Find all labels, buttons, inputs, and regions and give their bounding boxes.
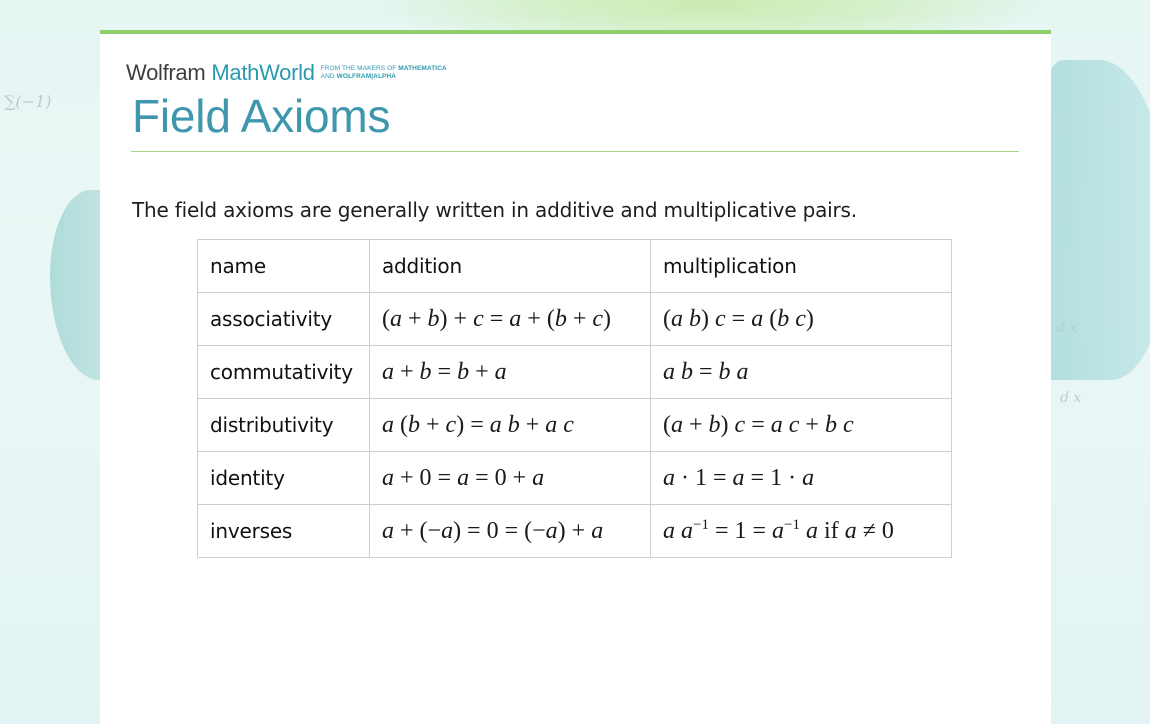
page-title: Field Axioms xyxy=(132,90,391,142)
title-divider xyxy=(131,151,1019,152)
table-header-row xyxy=(198,240,952,293)
table-row xyxy=(198,505,952,558)
background-math-glyph: ∑(−1) xyxy=(4,92,52,111)
addition-formula-cell: a (b + c) = a b + a c xyxy=(370,399,651,452)
table-row xyxy=(198,399,952,452)
table-row xyxy=(198,452,952,505)
axiom-name-cell: distributivity xyxy=(198,399,370,452)
logo-tagline-prefix-2: AND xyxy=(320,73,335,80)
multiplication-formula-cell: a · 1 = a = 1 · a xyxy=(651,452,952,505)
logo-mathworld-text: MathWorld xyxy=(211,60,315,85)
axiom-name-cell: inverses xyxy=(198,505,370,558)
axiom-name-cell: commutativity xyxy=(198,346,370,399)
axiom-name-cell: associativity xyxy=(198,293,370,346)
column-header-name: name xyxy=(198,240,370,293)
table-row xyxy=(198,346,952,399)
column-header-addition: addition xyxy=(370,240,651,293)
background-math-glyph: d x xyxy=(1056,320,1078,336)
addition-formula-cell: a + 0 = a = 0 + a xyxy=(370,452,651,505)
logo-tagline-bold-2: WOLFRAM|ALPHA xyxy=(336,73,397,80)
addition-formula-cell: a + (−a) = 0 = (−a) + a xyxy=(370,505,651,558)
column-header-multiplication: multiplication xyxy=(651,240,952,293)
multiplication-formula-cell: (a + b) c = a c + b c xyxy=(651,399,952,452)
logo-tagline xyxy=(321,65,447,81)
addition-formula-cell: (a + b) + c = a + (b + c) xyxy=(370,293,651,346)
logo-wolfram-text: Wolfram xyxy=(126,60,206,85)
content-panel xyxy=(100,30,1051,724)
logo-tagline-bold-1: MATHEMATICA xyxy=(398,65,447,72)
logo-tagline-prefix-1: FROM THE MAKERS OF xyxy=(320,65,397,72)
multiplication-formula-cell: (a b) c = a (b c) xyxy=(651,293,952,346)
mathworld-logo[interactable] xyxy=(126,60,447,86)
addition-formula-cell: a + b = b + a xyxy=(370,346,651,399)
multiplication-formula-cell: a b = b a xyxy=(651,346,952,399)
multiplication-formula-cell: a $a^{-1} = 1 = a^{-1}$ a if a ≠ 0 xyxy=(651,505,952,558)
background-math-glyph: d x xyxy=(1060,390,1082,406)
table-row xyxy=(198,293,952,346)
intro-paragraph: The field axioms are generally written in additive and multiplicative pairs. xyxy=(132,198,857,222)
axiom-name-cell: identity xyxy=(198,452,370,505)
field-axioms-table xyxy=(197,239,952,558)
